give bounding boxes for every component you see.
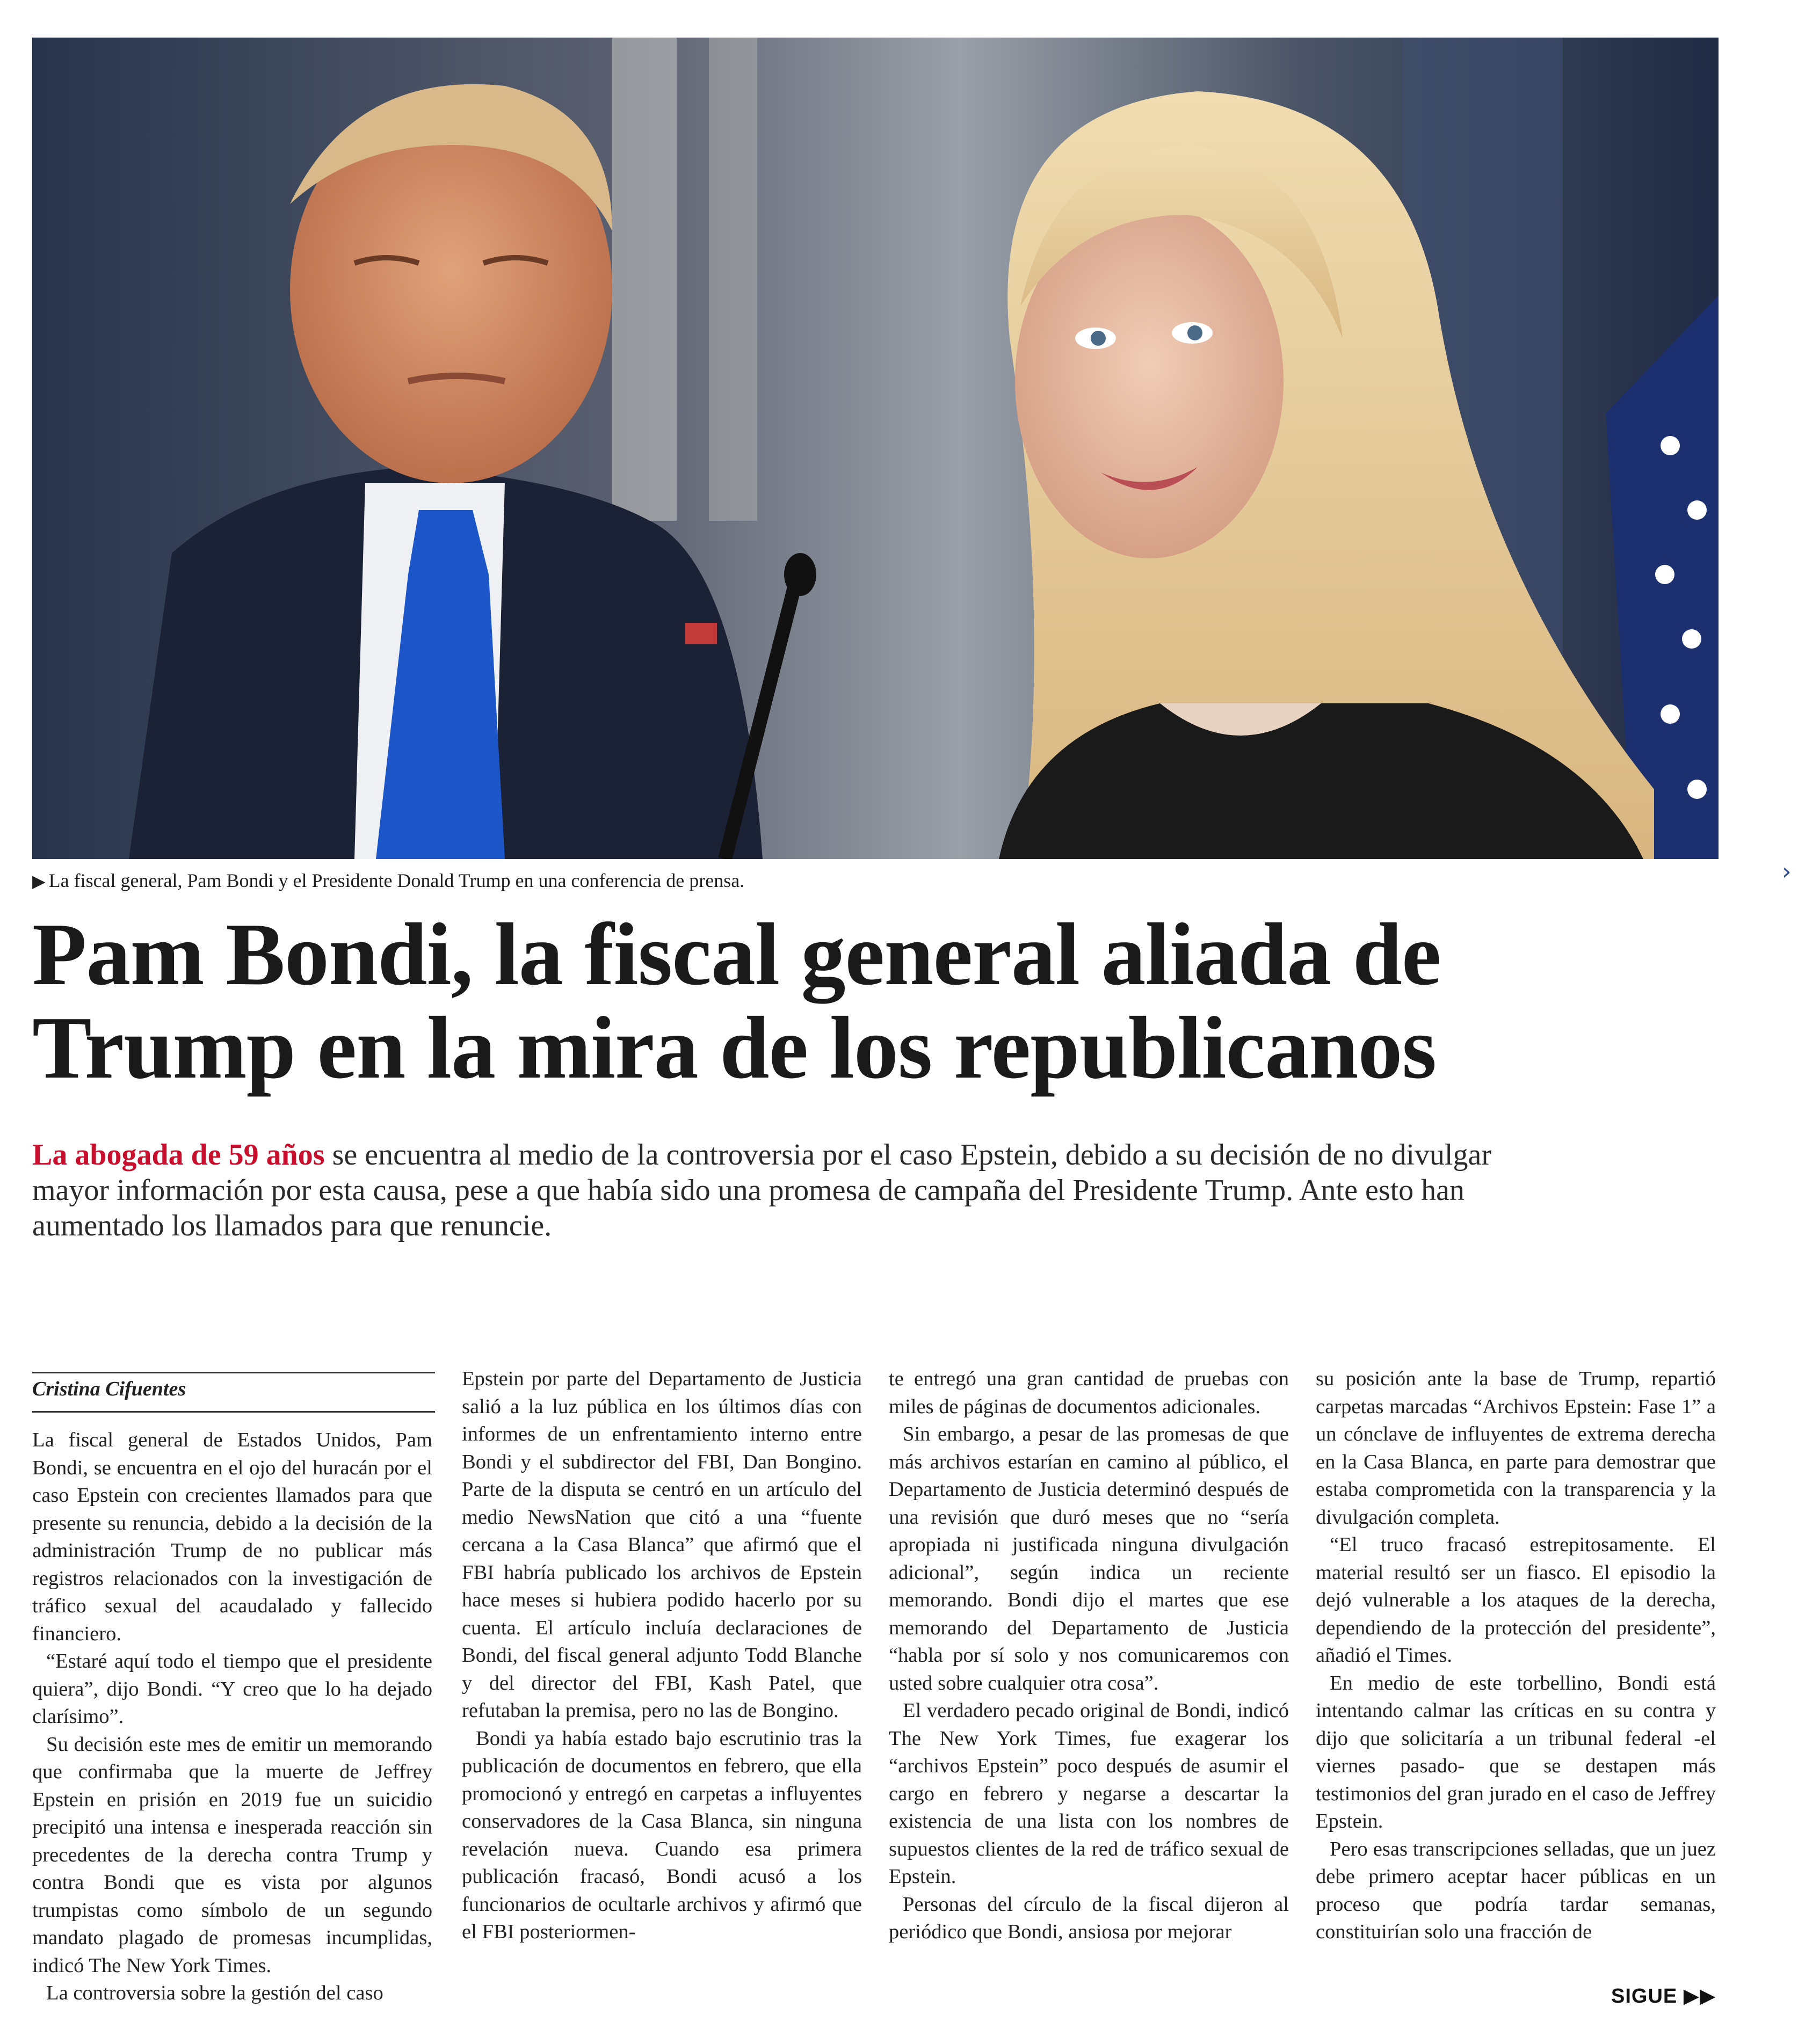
paragraph: Sin embargo, a pesar de las promesas de que más archivos estarían en camino al público, el Departamento de Justicia determinó después de una revisión que duró meses que no “sería apropiada ni justificada ninguna divulgación adicional”, según indica un reciente memorando. Bondi dijo el martes que ese memorando del Departamento de Justicia “habla por sí solo y nos comunicaremos con usted sobre cualquier otra cosa”. — [889, 1423, 1289, 1694]
byline-box — [32, 1372, 435, 1413]
continue-marker: SIGUE ▶▶ — [1611, 1985, 1716, 2007]
paragraph: El verdadero pecado original de Bondi, indicó The New York Times, fue exagerar los “archivos Epstein” poco después de asumir el cargo en febrero y negarse a descartar la existencia de una lista con los nombres de supuestos clientes de la red de tráfico sexual de Epstein. — [889, 1699, 1289, 1888]
paragraph: “El truco fracasó estrepitosamente. El material resultó ser un fiasco. El episodio la dejó vulnerable a los ataques de la derecha, dependiendo de la protección del presidente”, añadió el Times. — [1316, 1533, 1716, 1667]
caption-text: La fiscal general, Pam Bondi y el Presidente Donald Trump en una conferencia de prensa. — [48, 870, 745, 891]
paragraph: Su decisión este mes de emitir un memorando que confirmaba que la muerte de Jeffrey Epstein en prisión en 2019 fue un suicidio precipitó una intensa e inesperada reacción sin precedentes de la derecha contra Trump y contra Bondi que es vista por algunos trumpistas como símbolo de un segundo mandato plagado de promesas incumplidas, indicó The New York Times. — [32, 1733, 432, 1977]
article-deck — [32, 1137, 1504, 1243]
next-page-arrow[interactable]: › — [1782, 858, 1792, 885]
headline-line-1: Pam Bondi, la fiscal general aliada de — [32, 905, 1441, 1003]
article-column-2 — [462, 1365, 862, 1946]
article-column-3 — [889, 1365, 1289, 1946]
caption-marker-icon: ▶ — [32, 871, 46, 891]
press-conference-photo — [32, 38, 1719, 859]
headline-line-2: Trump en la mira de los republicanos — [32, 998, 1437, 1097]
paragraph: Personas del círculo de la fiscal dijeron al periódico que Bondi, ansiosa por mejorar — [889, 1893, 1289, 1943]
paragraph: Bondi ya había estado bajo escrutinio tras la publicación de documentos en febrero, que ella promocionó y entregó en carpetas a influyentes conservadores de la Casa Blanca, sin ninguna revelación nueva. Cuando esa primera publicación fracasó, Bondi acusó a los funcionarios de ocultarle archivos y afirmó que el FBI posteriormen- — [462, 1727, 862, 1943]
paragraph: En medio de este torbellino, Bondi está intentando calmar las críticas en su contra y dijo que solicitaría a un tribunal federal -el viernes pasado- que se destapen más testimonios del gran jurado en el caso de Jeffrey Epstein. — [1316, 1671, 1716, 1832]
press-photo-icon — [32, 38, 1719, 859]
paragraph: su posición ante la base de Trump, repartió carpetas marcadas “Archivos Epstein: Fase 1” a un cónclave de influyentes de extrema derecha en la Casa Blanca, en parte para demostrar que estaba comprometida con la transparencia y la divulgación completa. — [1316, 1367, 1716, 1529]
paragraph: La fiscal general de Estados Unidos, Pam Bondi, se encuentra en el ojo del huracán por el caso Epstein con crecientes llamados para que presente su renuncia, debido a la decisión de la administración Trump de no publicar más registros relacionados con la investigación de tráfico sexual del acaudalado y fallecido financiero. — [32, 1429, 432, 1645]
article-column-1 — [32, 1427, 432, 2007]
photo-caption — [32, 864, 1719, 897]
article-column-4 — [1316, 1365, 1716, 1946]
deck-lead: La abogada de 59 años — [32, 1138, 325, 1172]
paragraph: “Estaré aquí todo el tiempo que el presidente quiera”, dijo Bondi. “Y creo que lo ha dejado clarísimo”. — [32, 1650, 432, 1728]
deck-text: se encuentra al medio de la controversia por el caso Epstein, debido a su decisión de no divulgar mayor información por esta causa, pese a que había sido una promesa de campaña del Presidente Trump. Ante esto han aumentado los llamados para que renuncie. — [32, 1138, 1491, 1242]
paragraph: te entregó una gran cantidad de pruebas con miles de páginas de documentos adicionales. — [889, 1367, 1289, 1418]
paragraph: La controversia sobre la gestión del caso — [46, 1982, 383, 2004]
paragraph: Pero esas transcripciones selladas, que un juez debe primero aceptar hacer públicas en un proceso que podría tardar semanas, constituirían solo una fracción de — [1316, 1837, 1716, 1943]
paragraph: Epstein por parte del Departamento de Justicia salió a la luz pública en los últimos días con informes de un enfrentamiento interno entre Bondi y el subdirector del FBI, Dan Bongino. Parte de la disputa se centró en un artículo del medio NewsNation que citó a una “fuente cercana a la Casa Blanca” que afirmó que el FBI habría publicado los archivos de Epstein hace meses si hubiera podido hacerlo por su cuenta. El artículo incluía declaraciones de Bondi, del fiscal general adjunto Todd Blanche y del director del FBI, Kash Patel, que refutaban la premisa, pero no las de Bongino. — [462, 1367, 862, 1722]
byline: Cristina Cifuentes — [32, 1378, 186, 1400]
headline — [32, 905, 1751, 1097]
